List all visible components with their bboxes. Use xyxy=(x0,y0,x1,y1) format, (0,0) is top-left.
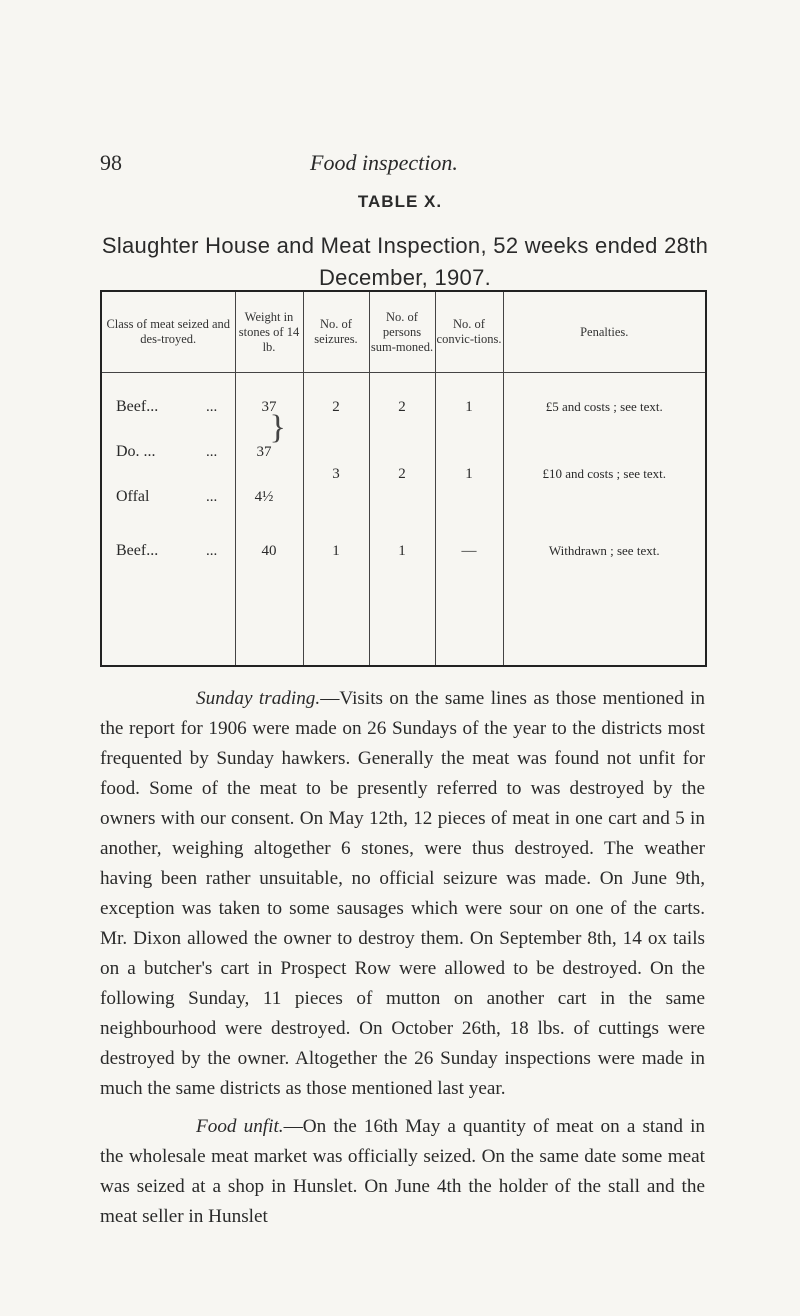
page-number: 98 xyxy=(100,150,122,175)
leader-dots: ... xyxy=(206,543,218,559)
table-row: Beef... ... xyxy=(116,542,218,559)
header-summoned: No. of persons sum-moned. xyxy=(369,291,435,373)
cell-seizures: 1 xyxy=(332,543,340,559)
paragraph-lead: Food unfit. xyxy=(196,1116,284,1137)
inspection-table xyxy=(100,290,707,667)
cell-seizures: 2 xyxy=(332,399,340,415)
cell-convictions: 1 xyxy=(465,466,473,482)
body-text xyxy=(100,684,705,1232)
leader-dots: ... xyxy=(206,444,218,460)
leader-dots: ... xyxy=(206,399,218,415)
column-penalties xyxy=(503,373,706,667)
header-weight: Weight in stones of 14 lb. xyxy=(235,291,303,373)
table-title: Slaughter House and Meat Inspection, 52 weeks ended 28th December, 1907. xyxy=(101,233,709,290)
brace-bracket: } xyxy=(269,409,286,446)
paragraph-sunday-trading xyxy=(100,684,705,1104)
leader-dots: ... xyxy=(206,489,218,505)
column-weight xyxy=(235,373,303,667)
table-label: TABLE X. xyxy=(357,192,443,211)
header-penalties: Penalties. xyxy=(503,291,706,373)
cell-weight: 4½ xyxy=(254,489,274,505)
table-row xyxy=(102,487,235,507)
table-body-row xyxy=(101,373,706,667)
cell-class: Beef xyxy=(116,542,147,559)
cell-seizures: 3 xyxy=(332,466,340,482)
column-convictions xyxy=(435,373,503,667)
header-convictions: No. of convic-tions. xyxy=(435,291,503,373)
column-summoned xyxy=(369,373,435,667)
cell-weight: 37 xyxy=(256,444,272,460)
running-head: Food inspection. xyxy=(310,150,458,175)
paragraph-food-unfit xyxy=(100,1112,705,1232)
paragraph-text: —On the 16th May a quantity of meat on a stand in the wholesale meat market was officially seized. On the same date some meat was seized at a shop in Hunslet. On June 4th the holder of the stall and the meat seller in Hunslet xyxy=(100,1116,705,1227)
cell-penalty: £5 and costs ; see text. xyxy=(545,399,663,414)
header-seizures: No. of seizures. xyxy=(303,291,369,373)
cell-summoned: 2 xyxy=(398,399,406,415)
table-row: Beef... ... xyxy=(116,398,218,415)
cell-summoned: 2 xyxy=(398,466,406,482)
cell-convictions: 1 xyxy=(465,399,473,415)
cell-convictions: — xyxy=(461,543,477,559)
cell-summoned: 1 xyxy=(398,543,406,559)
column-class xyxy=(101,373,235,667)
paragraph-text: —Visits on the same lines as those mentioned in the report for 1906 were made on 26 Sundays of the year to the districts most frequented by Sunday hawkers. Generally the meat was found not unfit for food. Some of the meat to be presently referred to was destroyed by the owners with our consent. On May 12th, 12 pieces of meat in one cart and 5 in another, weighing altogether 6 stones, were thus destroyed. The weather having been rather unsuitable, no official seizure was made. On June 9th, exception was taken to some sausages which were sour on one of the carts. Mr. Dixon allowed the owner to destroy them. On September 8th, 14 ox tails on a butcher's cart in Prospect Row were allowed to be destroyed. On the following Sunday, 11 pieces of mutton on another cart in the same neighbourhood were destroyed. On October 26th, 18 lbs. of cuttings were destroyed by the owner. Altogether the 26 Sunday inspections were made in much the same districts as those mentioned last year. xyxy=(100,688,705,1099)
cell-weight: 40 xyxy=(261,543,277,559)
column-seizures xyxy=(303,373,369,667)
cell-class: Do. ... xyxy=(116,443,156,460)
cell-penalty: Withdrawn ; see text. xyxy=(548,543,660,558)
paragraph-lead: Sunday trading. xyxy=(196,688,321,709)
cell-class: Beef xyxy=(116,398,147,415)
table-row xyxy=(102,442,235,462)
cell-penalty: £10 and costs ; see text. xyxy=(542,466,666,481)
header-class: Class of meat seized and des-troyed. xyxy=(101,291,235,373)
table-header-row xyxy=(101,291,706,373)
cell-class: Offal xyxy=(116,488,150,505)
cell-weight: 37 xyxy=(261,399,277,415)
